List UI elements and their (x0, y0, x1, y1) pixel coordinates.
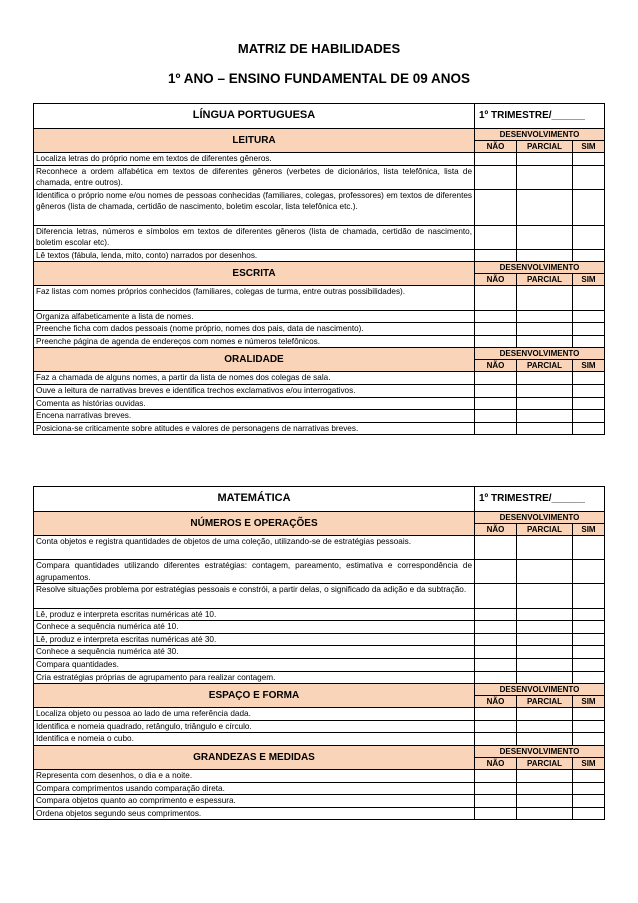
checkbox-sim[interactable] (573, 646, 605, 659)
section-header-row (34, 684, 605, 696)
skill-row (34, 372, 605, 385)
skill-row (34, 310, 605, 323)
checkbox-parcial[interactable] (517, 720, 573, 733)
checkbox-sim[interactable] (573, 153, 605, 166)
checkbox-sim[interactable] (573, 769, 605, 782)
skill-row (34, 189, 605, 225)
checkbox-nao[interactable] (475, 286, 517, 310)
skill-row (34, 397, 605, 410)
skill-text: Preenche página de agenda de endereços com nomes e números telefônicos. (34, 335, 475, 348)
skill-text: Compara quantidades. (34, 658, 475, 671)
checkbox-sim[interactable] (573, 189, 605, 225)
skill-text: Lê, produz e interpreta escritas numéricas até 10. (34, 608, 475, 621)
checkbox-nao[interactable] (475, 249, 517, 262)
checkbox-sim[interactable] (573, 397, 605, 410)
col-nao-label: NÃO (475, 141, 517, 153)
skill-text: Localiza letras do próprio nome em textos de diferentes gêneros. (34, 153, 475, 166)
checkbox-nao[interactable] (475, 189, 517, 225)
checkbox-sim[interactable] (573, 608, 605, 621)
checkbox-parcial[interactable] (517, 671, 573, 684)
skill-row (34, 286, 605, 310)
checkbox-parcial[interactable] (517, 782, 573, 795)
skill-text: Reconhece a ordem alfabética em textos de diferentes gêneros (verbetes de dicionários, lista telefônica, lista de chamada, entre outros). (34, 165, 475, 189)
skill-text: Conhece a sequência numérica até 30. (34, 646, 475, 659)
checkbox-parcial[interactable] (517, 335, 573, 348)
subject-header-row (34, 487, 605, 512)
skill-row (34, 153, 605, 166)
skill-text: Ouve a leitura de narrativas breves e identifica trechos exclamativos e/ou interrogativos. (34, 384, 475, 397)
checkbox-sim[interactable] (573, 720, 605, 733)
skill-row (34, 807, 605, 820)
checkbox-nao[interactable] (475, 782, 517, 795)
skill-text: Cria estratégias próprias de agrupamento para realizar contagem. (34, 671, 475, 684)
checkbox-sim[interactable] (573, 384, 605, 397)
skill-row (34, 165, 605, 189)
checkbox-sim[interactable] (573, 671, 605, 684)
subject-header-row (34, 104, 605, 129)
checkbox-nao[interactable] (475, 584, 517, 608)
skill-text: Encena narrativas breves. (34, 410, 475, 423)
checkbox-sim[interactable] (573, 310, 605, 323)
checkbox-nao[interactable] (475, 422, 517, 435)
checkbox-parcial[interactable] (517, 807, 573, 820)
checkbox-parcial[interactable] (517, 733, 573, 746)
checkbox-parcial[interactable] (517, 769, 573, 782)
checkbox-sim[interactable] (573, 795, 605, 808)
skill-text: Identifica o próprio nome e/ou nomes de pessoas conhecidas (familiares, colegas, professores) em textos de diferentes gêneros (lista de chamada, certidão de nascimento, boletim escolar, lista telefônica etc.). (34, 189, 475, 225)
col-sim-label: SIM (573, 274, 605, 286)
checkbox-sim[interactable] (573, 249, 605, 262)
section-name: GRANDEZAS E MEDIDAS (34, 745, 475, 769)
trimester-label: 1º TRIMESTRE/______ (475, 487, 605, 512)
checkbox-nao[interactable] (475, 720, 517, 733)
checkbox-parcial[interactable] (517, 560, 573, 584)
checkbox-parcial[interactable] (517, 536, 573, 560)
checkbox-parcial[interactable] (517, 397, 573, 410)
skill-row (34, 621, 605, 634)
skill-row (34, 646, 605, 659)
col-sim-label: SIM (573, 524, 605, 536)
skill-row (34, 249, 605, 262)
checkbox-sim[interactable] (573, 422, 605, 435)
skill-text: Conta objetos e registra quantidades de objetos de uma coleção, utilizando-se de estratégias pessoais. (34, 536, 475, 560)
development-label: DESENVOLVIMENTO (475, 262, 605, 274)
col-parcial-label: PARCIAL (517, 360, 573, 372)
section-name: LEITURA (34, 129, 475, 153)
checkbox-nao[interactable] (475, 165, 517, 189)
checkbox-nao[interactable] (475, 608, 517, 621)
checkbox-parcial[interactable] (517, 608, 573, 621)
section-header-row (34, 348, 605, 360)
skill-row (34, 422, 605, 435)
checkbox-nao[interactable] (475, 671, 517, 684)
development-label: DESENVOLVIMENTO (475, 348, 605, 360)
col-nao-label: NÃO (475, 360, 517, 372)
subject-name: MATEMÁTICA (34, 487, 475, 512)
checkbox-parcial[interactable] (517, 225, 573, 249)
section-header-row (34, 745, 605, 757)
skill-text: Representa com desenhos, o dia e a noite. (34, 769, 475, 782)
checkbox-nao[interactable] (475, 397, 517, 410)
skill-row (34, 608, 605, 621)
checkbox-parcial[interactable] (517, 422, 573, 435)
checkbox-nao[interactable] (475, 372, 517, 385)
skill-row (34, 410, 605, 423)
checkbox-parcial[interactable] (517, 310, 573, 323)
col-sim-label: SIM (573, 360, 605, 372)
checkbox-parcial[interactable] (517, 286, 573, 310)
document-title: MATRIZ DE HABILIDADES (237, 41, 401, 56)
checkbox-parcial[interactable] (517, 658, 573, 671)
skill-text: Identifica e nomeia quadrado, retângulo, triângulo e círculo. (34, 720, 475, 733)
checkbox-sim[interactable] (573, 372, 605, 385)
skill-row (34, 560, 605, 584)
skill-text: Identifica e nomeia o cubo. (34, 733, 475, 746)
development-label: DESENVOLVIMENTO (475, 684, 605, 696)
col-parcial-label: PARCIAL (517, 696, 573, 708)
checkbox-nao[interactable] (475, 384, 517, 397)
skill-text: Compara quantidades utilizando diferentes estratégias: contagem, pareamento, estimativa e correspondência de agrupamentos. (34, 560, 475, 584)
checkbox-nao[interactable] (475, 225, 517, 249)
checkbox-sim[interactable] (573, 225, 605, 249)
skill-row (34, 795, 605, 808)
checkbox-nao[interactable] (475, 733, 517, 746)
skill-text: Resolve situações problema por estratégias pessoais e constrói, a partir delas, o significado da adição e da subtração. (34, 584, 475, 608)
section-header-row (34, 262, 605, 274)
checkbox-sim[interactable] (573, 323, 605, 336)
checkbox-parcial[interactable] (517, 249, 573, 262)
section-name: ESPAÇO E FORMA (34, 684, 475, 708)
skill-text: Comenta as histórias ouvidas. (34, 397, 475, 410)
checkbox-parcial[interactable] (517, 323, 573, 336)
checkbox-sim[interactable] (573, 708, 605, 721)
col-sim-label: SIM (573, 757, 605, 769)
section-header-row (34, 512, 605, 524)
checkbox-parcial[interactable] (517, 584, 573, 608)
skill-row (34, 323, 605, 336)
skill-text: Posiciona-se criticamente sobre atitudes e valores de personagens de narrativas breves. (34, 422, 475, 435)
skill-text: Ordena objetos segundo seus comprimentos. (34, 807, 475, 820)
subject-name: LÍNGUA PORTUGUESA (34, 104, 475, 129)
skill-row (34, 671, 605, 684)
skill-text: Compara objetos quanto ao comprimento e espessura. (34, 795, 475, 808)
skill-row (34, 782, 605, 795)
checkbox-sim[interactable] (573, 733, 605, 746)
skill-row (34, 225, 605, 249)
checkbox-nao[interactable] (475, 795, 517, 808)
checkbox-nao[interactable] (475, 335, 517, 348)
document-subtitle: 1º ANO – ENSINO FUNDAMENTAL DE 09 ANOS (168, 71, 470, 86)
skill-row (34, 536, 605, 560)
skill-text: Faz a chamada de alguns nomes, a partir da lista de nomes dos colegas de sala. (34, 372, 475, 385)
section-header-row (34, 129, 605, 141)
checkbox-nao[interactable] (475, 310, 517, 323)
checkbox-sim[interactable] (573, 536, 605, 560)
col-nao-label: NÃO (475, 696, 517, 708)
skill-text: Faz listas com nomes próprios conhecidos (familiares, colegas de turma, entre outras possibilidades). (34, 286, 475, 310)
checkbox-sim[interactable] (573, 560, 605, 584)
development-label: DESENVOLVIMENTO (475, 745, 605, 757)
checkbox-sim[interactable] (573, 633, 605, 646)
checkbox-sim[interactable] (573, 335, 605, 348)
portuguese-skills-table (33, 103, 605, 435)
section-name: ORALIDADE (34, 348, 475, 372)
checkbox-sim[interactable] (573, 658, 605, 671)
skill-row (34, 584, 605, 608)
checkbox-sim[interactable] (573, 621, 605, 634)
skill-row (34, 769, 605, 782)
checkbox-parcial[interactable] (517, 633, 573, 646)
skill-row (34, 658, 605, 671)
skill-text: Compara comprimentos usando comparação direta. (34, 782, 475, 795)
checkbox-parcial[interactable] (517, 410, 573, 423)
skill-text: Lê textos (fábula, lenda, mito, conto) narrados por desenhos. (34, 249, 475, 262)
skill-text: Preenche ficha com dados pessoais (nome próprio, nomes dos pais, data de nascimento). (34, 323, 475, 336)
col-parcial-label: PARCIAL (517, 524, 573, 536)
col-parcial-label: PARCIAL (517, 141, 573, 153)
checkbox-sim[interactable] (573, 410, 605, 423)
section-name: NÚMEROS E OPERAÇÕES (34, 512, 475, 536)
checkbox-nao[interactable] (475, 153, 517, 166)
checkbox-sim[interactable] (573, 286, 605, 310)
col-parcial-label: PARCIAL (517, 274, 573, 286)
skill-row (34, 633, 605, 646)
checkbox-parcial[interactable] (517, 153, 573, 166)
checkbox-parcial[interactable] (517, 646, 573, 659)
checkbox-sim[interactable] (573, 782, 605, 795)
checkbox-sim[interactable] (573, 807, 605, 820)
checkbox-nao[interactable] (475, 646, 517, 659)
col-sim-label: SIM (573, 141, 605, 153)
col-nao-label: NÃO (475, 524, 517, 536)
col-nao-label: NÃO (475, 274, 517, 286)
trimester-label: 1º TRIMESTRE/______ (475, 104, 605, 129)
development-label: DESENVOLVIMENTO (475, 512, 605, 524)
checkbox-nao[interactable] (475, 807, 517, 820)
skill-row (34, 708, 605, 721)
development-label: DESENVOLVIMENTO (475, 129, 605, 141)
checkbox-nao[interactable] (475, 633, 517, 646)
skill-text: Localiza objeto ou pessoa ao lado de uma referência dada. (34, 708, 475, 721)
col-nao-label: NÃO (475, 757, 517, 769)
checkbox-sim[interactable] (573, 584, 605, 608)
skill-row (34, 720, 605, 733)
skill-row (34, 335, 605, 348)
checkbox-nao[interactable] (475, 658, 517, 671)
skill-text: Conhece a sequência numérica até 10. (34, 621, 475, 634)
col-sim-label: SIM (573, 696, 605, 708)
checkbox-parcial[interactable] (517, 621, 573, 634)
checkbox-parcial[interactable] (517, 165, 573, 189)
math-skills-table (33, 486, 605, 820)
checkbox-parcial[interactable] (517, 189, 573, 225)
checkbox-nao[interactable] (475, 560, 517, 584)
checkbox-parcial[interactable] (517, 372, 573, 385)
skill-text: Organiza alfabeticamente a lista de nomes. (34, 310, 475, 323)
checkbox-parcial[interactable] (517, 384, 573, 397)
skill-text: Lê, produz e interpreta escritas numéricas até 30. (34, 633, 475, 646)
checkbox-nao[interactable] (475, 536, 517, 560)
skill-row (34, 384, 605, 397)
col-parcial-label: PARCIAL (517, 757, 573, 769)
checkbox-nao[interactable] (475, 410, 517, 423)
checkbox-sim[interactable] (573, 165, 605, 189)
checkbox-nao[interactable] (475, 621, 517, 634)
section-name: ESCRITA (34, 262, 475, 286)
checkbox-nao[interactable] (475, 708, 517, 721)
skill-row (34, 733, 605, 746)
checkbox-nao[interactable] (475, 769, 517, 782)
checkbox-nao[interactable] (475, 323, 517, 336)
skill-text: Diferencia letras, números e símbolos em textos de diferentes gêneros (lista de chamada, certidão de nascimento, boletim escolar etc). (34, 225, 475, 249)
checkbox-parcial[interactable] (517, 795, 573, 808)
checkbox-parcial[interactable] (517, 708, 573, 721)
